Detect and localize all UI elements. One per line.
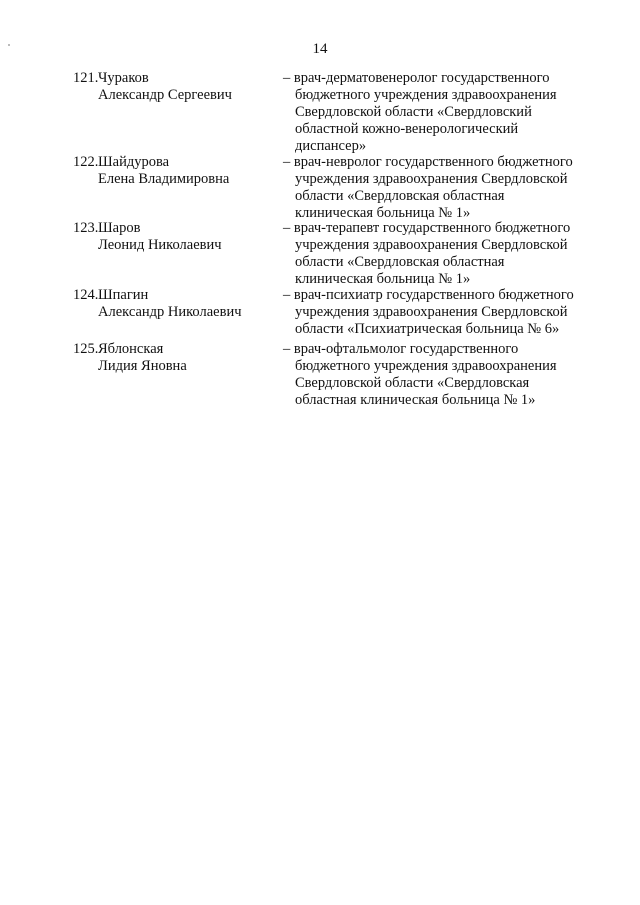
entry-number: 125. xyxy=(73,341,99,357)
description-line: области «Свердловская областная xyxy=(295,254,505,270)
position-description xyxy=(283,341,603,409)
entry-number: 122. xyxy=(73,154,99,170)
surname: Чураков xyxy=(98,70,149,86)
position-description xyxy=(283,70,603,155)
person-name xyxy=(98,220,278,254)
description-line: бюджетного учреждения здравоохранения xyxy=(295,87,557,103)
description-line: – врач-терапевт государственного бюджетного xyxy=(283,220,571,236)
surname: Шпагин xyxy=(98,287,149,303)
given-names: Лидия Яновна xyxy=(98,358,187,374)
page-number: 14 xyxy=(312,41,328,57)
description-line: – врач-офтальмолог государственного xyxy=(283,341,519,357)
surname: Яблонская xyxy=(98,341,164,357)
description-line: учреждения здравоохранения Свердловской xyxy=(295,171,568,187)
entry-number: 123. xyxy=(73,220,99,236)
person-name xyxy=(98,154,278,188)
description-line: области «Свердловская областная xyxy=(295,188,505,204)
description-line: – врач-дерматовенеролог государственного xyxy=(283,70,550,86)
description-line: учреждения здравоохранения Свердловской xyxy=(295,237,568,253)
given-names: Александр Николаевич xyxy=(98,304,242,320)
person-name xyxy=(98,70,278,104)
given-names: Александр Сергеевич xyxy=(98,87,232,103)
entry-number: 121. xyxy=(73,70,99,86)
position-description xyxy=(283,154,603,222)
description-line: клиническая больница № 1» xyxy=(295,205,471,221)
description-line: – врач-психиатр государственного бюджетного xyxy=(283,287,574,303)
position-description xyxy=(283,287,603,338)
description-line: Свердловской области «Свердловская xyxy=(295,375,530,391)
description-line: области «Психиатрическая больница № 6» xyxy=(295,321,560,337)
description-line: бюджетного учреждения здравоохранения xyxy=(295,358,557,374)
description-line: областной кожно-венерологический xyxy=(295,121,519,137)
description-line: областная клиническая больница № 1» xyxy=(295,392,536,408)
entry-number: 124. xyxy=(73,287,99,303)
surname: Шайдурова xyxy=(98,154,170,170)
person-name xyxy=(98,341,278,375)
description-line: клиническая больница № 1» xyxy=(295,271,471,287)
position-description xyxy=(283,220,603,288)
person-name xyxy=(98,287,278,321)
description-line: – врач-невролог государственного бюджетного xyxy=(283,154,573,170)
surname: Шаров xyxy=(98,220,141,236)
description-line: учреждения здравоохранения Свердловской xyxy=(295,304,568,320)
description-line: Свердловской области «Свердловский xyxy=(295,104,532,120)
given-names: Леонид Николаевич xyxy=(98,237,222,253)
description-line: диспансер» xyxy=(295,138,367,154)
given-names: Елена Владимировна xyxy=(98,171,230,187)
